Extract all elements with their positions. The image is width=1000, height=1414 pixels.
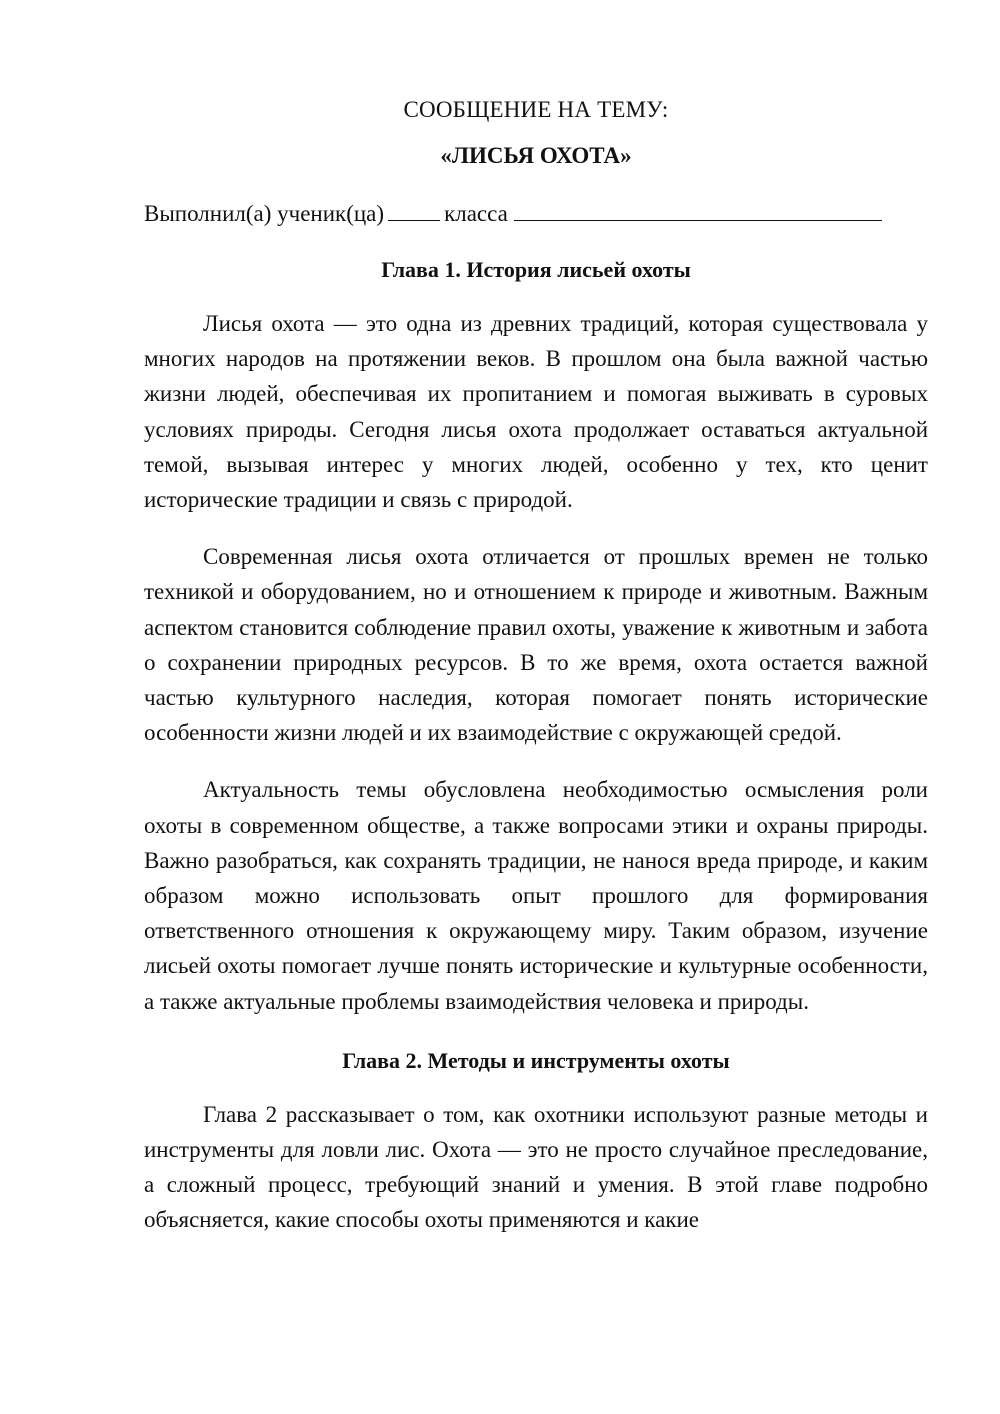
paragraph: Современная лисья охота отличается от прошлых времен не только техникой и оборудованием, но и отношением к природе и животным. Важным аспектом становится соблюдение правил охоты, уважение к животным и забота о сохранении природных ресурсов. В то же время, охота остается важной частью культурного наследия, которая помогает понять исторические особенности жизни людей и их взаимодействие с окружающей средой. xyxy=(144,544,928,746)
chapter-2-title: Глава 2. Методы и инструменты охоты xyxy=(342,1047,730,1073)
byline-class: класса xyxy=(444,201,508,226)
paragraph: Лисья охота — это одна из древних традиций, которая существовала у многих народов на протяжении веков. В прошлом она была важной частью жизни людей, обеспечивая их пропитанием и помогая выживать в суровых условиях природы. Сегодня лисья охота продолжает оставаться актуальной темой, вызывая интерес у многих людей, особенно у тех, кто ценит исторические традиции и связь с природой. xyxy=(144,311,928,513)
document-topic-title: «ЛИСЬЯ ОХОТА» xyxy=(440,143,632,168)
byline xyxy=(144,198,928,230)
document-heading: СООБЩЕНИЕ НА ТЕМУ: xyxy=(403,97,669,122)
paragraph: Актуальность темы обусловлена необходимостью осмысления роли охоты в современном обществе, а также вопросами этики и охраны природы. Важно разобраться, как сохранять традиции, не нанося вреда природе, и каким образом можно использовать опыт прошлого для формирования ответственного отношения к окружающему миру. Таким образом, изучение лисьей охоты помогает лучше понять исторические и культурные особенности, а также актуальные проблемы взаимодействия человека и природы. xyxy=(144,777,928,1014)
student-name-blank xyxy=(514,198,882,221)
byline-performed-by: Выполнил(а) ученик(ца) xyxy=(144,201,385,226)
paragraph: Глава 2 рассказывает о том, как охотники используют разные методы и инструменты для ловли лис. Охота — это не просто случайное преследование, а сложный процесс, требующий знаний и умения. В этой главе подробно объясняется, какие способы охоты применяются и какие xyxy=(144,1101,928,1233)
class-number-blank xyxy=(388,198,440,221)
chapter-1-title: Глава 1. История лисьей охоты xyxy=(381,257,691,282)
